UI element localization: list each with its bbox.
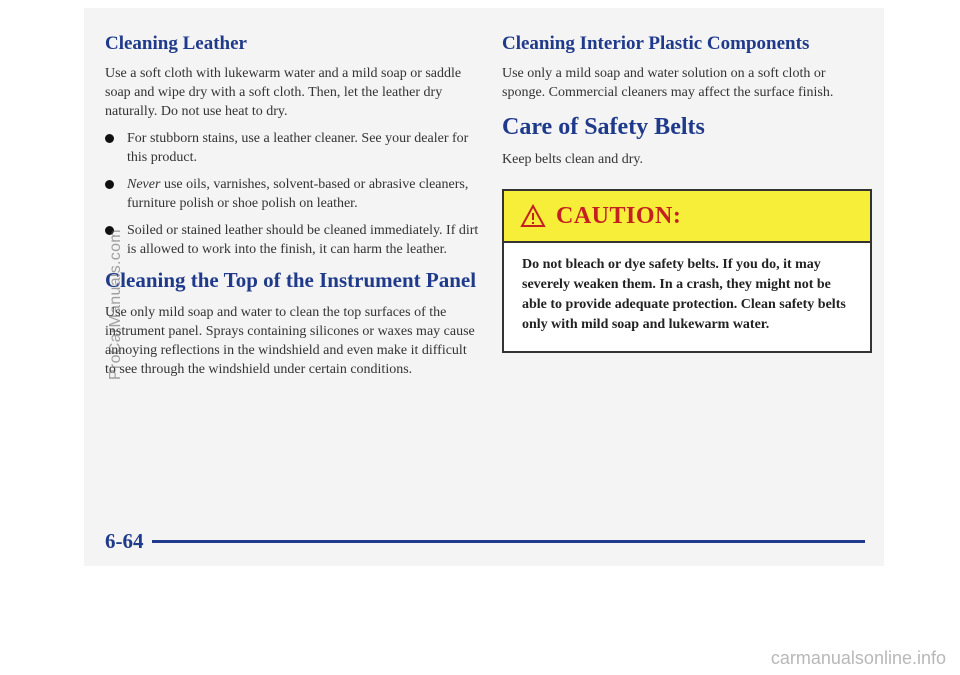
plastic-components-body: Use only a mild soap and water solution on a soft cloth or sponge. Commercial cleaners may affect the surface finish.: [502, 66, 834, 100]
cleaning-leather-intro: Use a soft cloth with lukewarm water and a mild soap or saddle soap and wipe dry with a soft cloth. Then, let the leather dry naturally. Do not use heat to dry.: [105, 66, 462, 119]
caution-header: [504, 191, 870, 243]
list-item: [105, 129, 480, 167]
safety-belts-heading: Care of Safety Belts: [502, 114, 705, 140]
page-number: 6-64: [105, 528, 144, 553]
side-watermark: ProCarManuals.com: [107, 229, 124, 380]
instrument-panel-heading: Cleaning the Top of the Instrument Panel: [105, 268, 477, 292]
caution-body: Do not bleach or dye safety belts. If you do, it may severely weaken them. In a crash, they might not be able to provide adequate protection. Clean safety belts only with mild soap and lukewarm water.: [522, 257, 846, 332]
left-column: [105, 33, 480, 387]
leather-bullet-text: use oils, varnishes, solvent-based or abrasive cleaners, furniture polish or shoe polish on leather.: [127, 177, 469, 211]
page-footer: [105, 528, 865, 554]
footer-rule: [152, 540, 866, 543]
cleaning-leather-heading: Cleaning Leather: [105, 33, 247, 54]
leather-bullet-text: For stubborn stains, use a leather cleaner. See your dealer for this product.: [127, 131, 469, 165]
list-item: [105, 221, 480, 259]
manual-page: [84, 8, 884, 566]
leather-bullet-list: [105, 129, 480, 259]
instrument-panel-body: Use only mild soap and water to clean the top surfaces of the instrument panel. Sprays containing silicones or waxes may cause annoying reflections in the windshield and even make it difficult to see through the windshield under certain conditions.: [105, 305, 475, 377]
right-column: [502, 33, 872, 353]
safety-belts-body: Keep belts clean and dry.: [502, 152, 643, 167]
warning-triangle-icon: [520, 204, 546, 228]
list-item: [105, 175, 480, 213]
caution-title: CAUTION:: [556, 202, 682, 229]
leather-bullet-text: Soiled or stained leather should be cleaned immediately. If dirt is allowed to work into the finish, it can harm the leather.: [127, 223, 479, 257]
leather-bullet-emphasis: Never: [127, 177, 161, 192]
caution-box: [502, 189, 872, 353]
plastic-components-heading: Cleaning Interior Plastic Components: [502, 33, 810, 54]
bullet-dot-icon: [105, 180, 114, 189]
bullet-dot-icon: [105, 134, 114, 143]
bottom-watermark: carmanualsonline.info: [770, 648, 946, 668]
